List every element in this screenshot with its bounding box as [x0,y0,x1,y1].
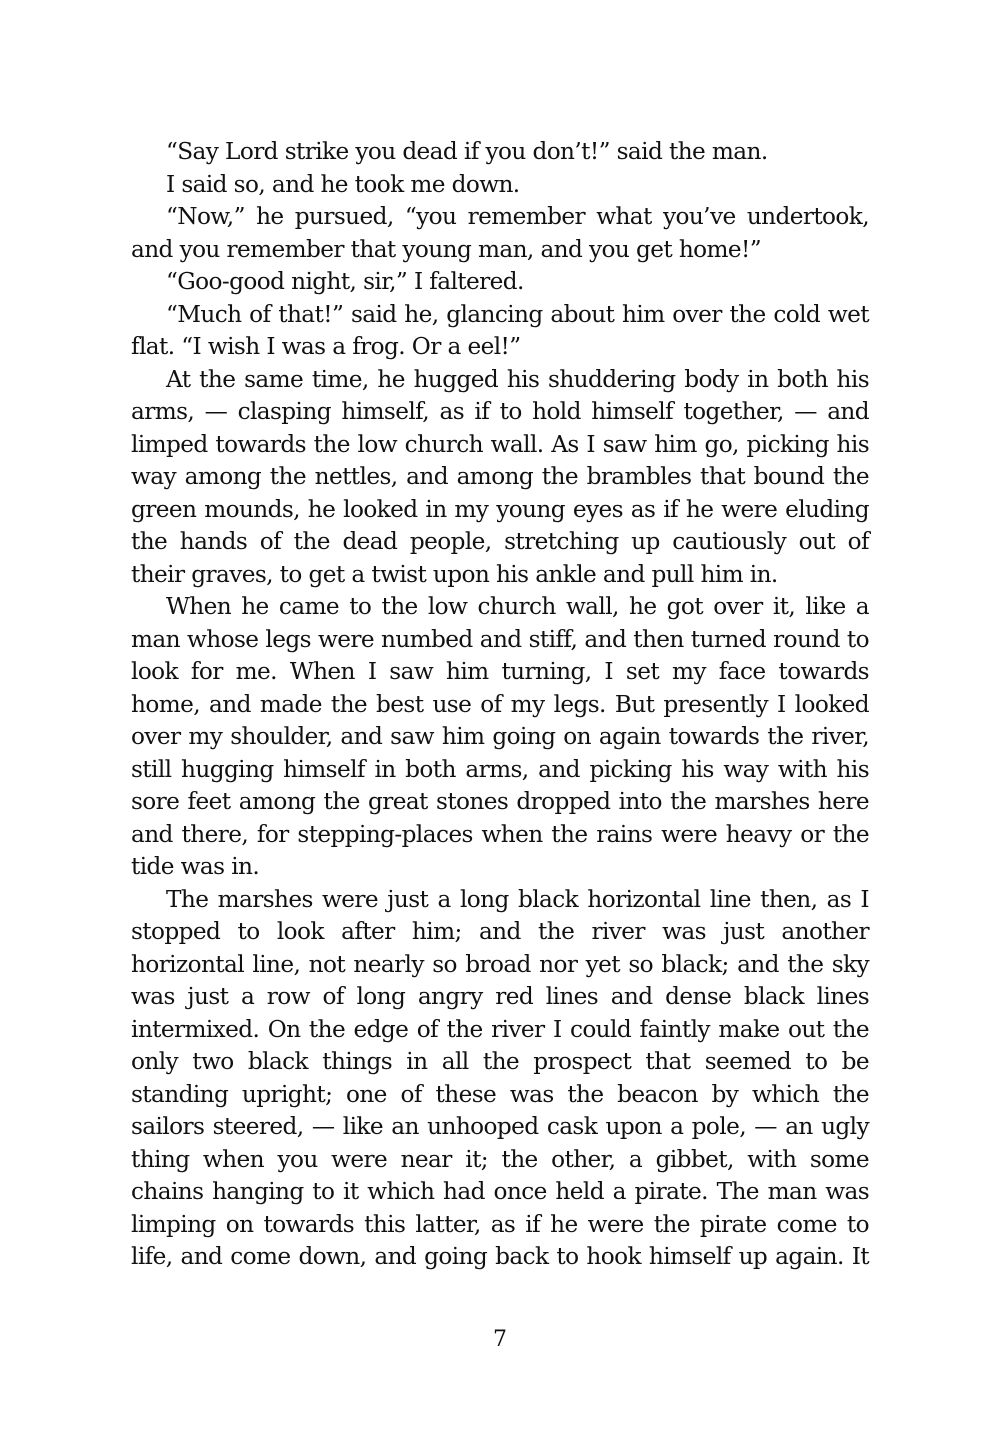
paragraph: “Goo-good night, sir,” I faltered. [166,268,524,295]
paragraph: “Now,” he pursued, “you remember what you’ve undertook, and you remember that young man, and you get home!” [131,203,869,263]
paragraph: I said so, and he took me down. [166,170,520,198]
page-number: 7 [493,1327,507,1352]
paragraph: “Much of that!” said he, glancing about him over the cold wet flat. “I wish I was a frog. Or a eel!” [131,300,869,360]
paragraph: The marshes were just a long black horizontal line then, as I stopped to look after him; and the river was just another horizontal line, not nearly so broad nor yet so black; and the sky was just a row of long angry red lines and dense black lines intermixed. On the edge of the river I could faintly make out the only two black things in all the prospect that seemed to be standing upright; one of these was the beacon by which the sailors steered, — like an unhooped cask upon a pole, — an ugly thing when you were near it; the other, a gibbet, with some chains hanging to it which had once held a pirate. The man was limping on towards this latter, as if he were the pirate come to life, and come down, and going back to hook himself up again. It [131,885,869,1270]
paragraph: When he came to the low church wall, he got over it, like a man whose legs were numbed and stiff, and then turned round to look for me. When I saw him turning, I set my face towards home, and made the best use of my legs. But presently I looked over my shoulder, and saw him going on again towards the river, still hugging himself in both arms, and picking his way with his sore feet among the great stones dropped into the marshes here and there, for stepping-places when the rains were heavy or the tide was in. [131,593,869,880]
paragraph: “Say Lord strike you dead if you don’t!” said the man. [166,138,768,165]
paragraph: At the same time, he hugged his shuddering body in both his arms, — clasping himself, as if to hold himself together, — and limped towards the low church wall. As I saw him go, picking his way among the nettles, and among the brambles that bound the green mounds, he looked in my young eyes as if he were eluding the hands of the dead people, stretching up cautiously out of their graves, to get a twist upon his ankle and pull him in. [131,365,869,588]
body-text [131,136,869,1274]
